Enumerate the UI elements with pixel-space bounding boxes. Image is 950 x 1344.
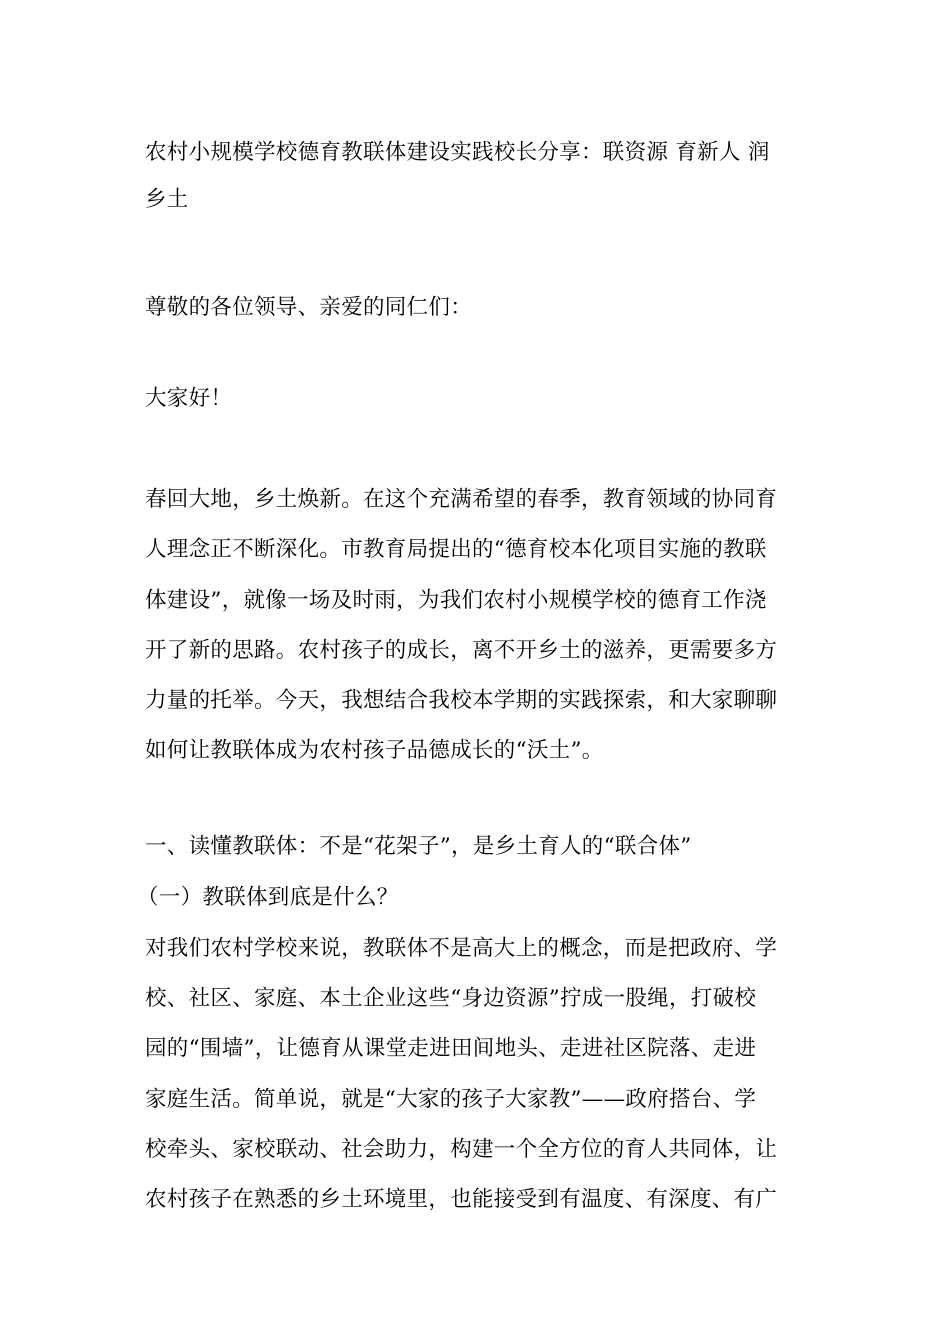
intro-line-2: 人理念正不断深化。市教育局提出的“德育校本化项目实施的教联: [145, 537, 767, 562]
body-line-2: 校、社区、家庭、本土企业这些“身边资源”拧成一股绳，打破校: [145, 986, 757, 1011]
greeting: 大家好！: [145, 386, 233, 411]
document-title-line-2: 乡土: [145, 187, 189, 212]
subsection-heading: （一）教联体到底是什么？: [137, 885, 399, 910]
document-title-line-1: 农村小规模学校德育教联体建设实践校长分享：联资源 育新人 润: [145, 140, 770, 165]
body-line-1: 对我们农村学校来说，教联体不是高大上的概念，而是把政府、学: [145, 936, 778, 961]
body-line-6: 农村孩子在熟悉的乡土环境里，也能接受到有温度、有深度、有广: [145, 1187, 778, 1212]
intro-line-1: 春回大地，乡土焕新。在这个充满希望的春季，教育领域的协同育: [145, 487, 778, 512]
body-line-4: 家庭生活。简单说，就是“大家的孩子大家教”——政府搭台、学: [145, 1087, 757, 1112]
section-heading: 一、读懂教联体：不是“花架子”，是乡土育人的“联合体”: [145, 834, 692, 859]
intro-line-6: 如何让教联体成为农村孩子品德成长的“沃土”。: [145, 738, 604, 763]
body-line-5: 校牵头、家校联动、社会助力，构建一个全方位的育人共同体，让: [145, 1137, 778, 1162]
body-line-3: 园的“围墙”，让德育从课堂走进田间地头、走进社区院落、走进: [145, 1036, 757, 1061]
intro-line-4: 开了新的思路。农村孩子的成长，离不开乡土的滋养，更需要多方: [145, 638, 778, 663]
salutation: 尊敬的各位领导、亲爱的同仁们：: [145, 295, 473, 320]
intro-line-5: 力量的托举。今天，我想结合我校本学期的实践探索，和大家聊聊: [145, 688, 778, 713]
intro-line-3: 体建设”，就像一场及时雨，为我们农村小规模学校的德育工作浇: [145, 588, 767, 613]
